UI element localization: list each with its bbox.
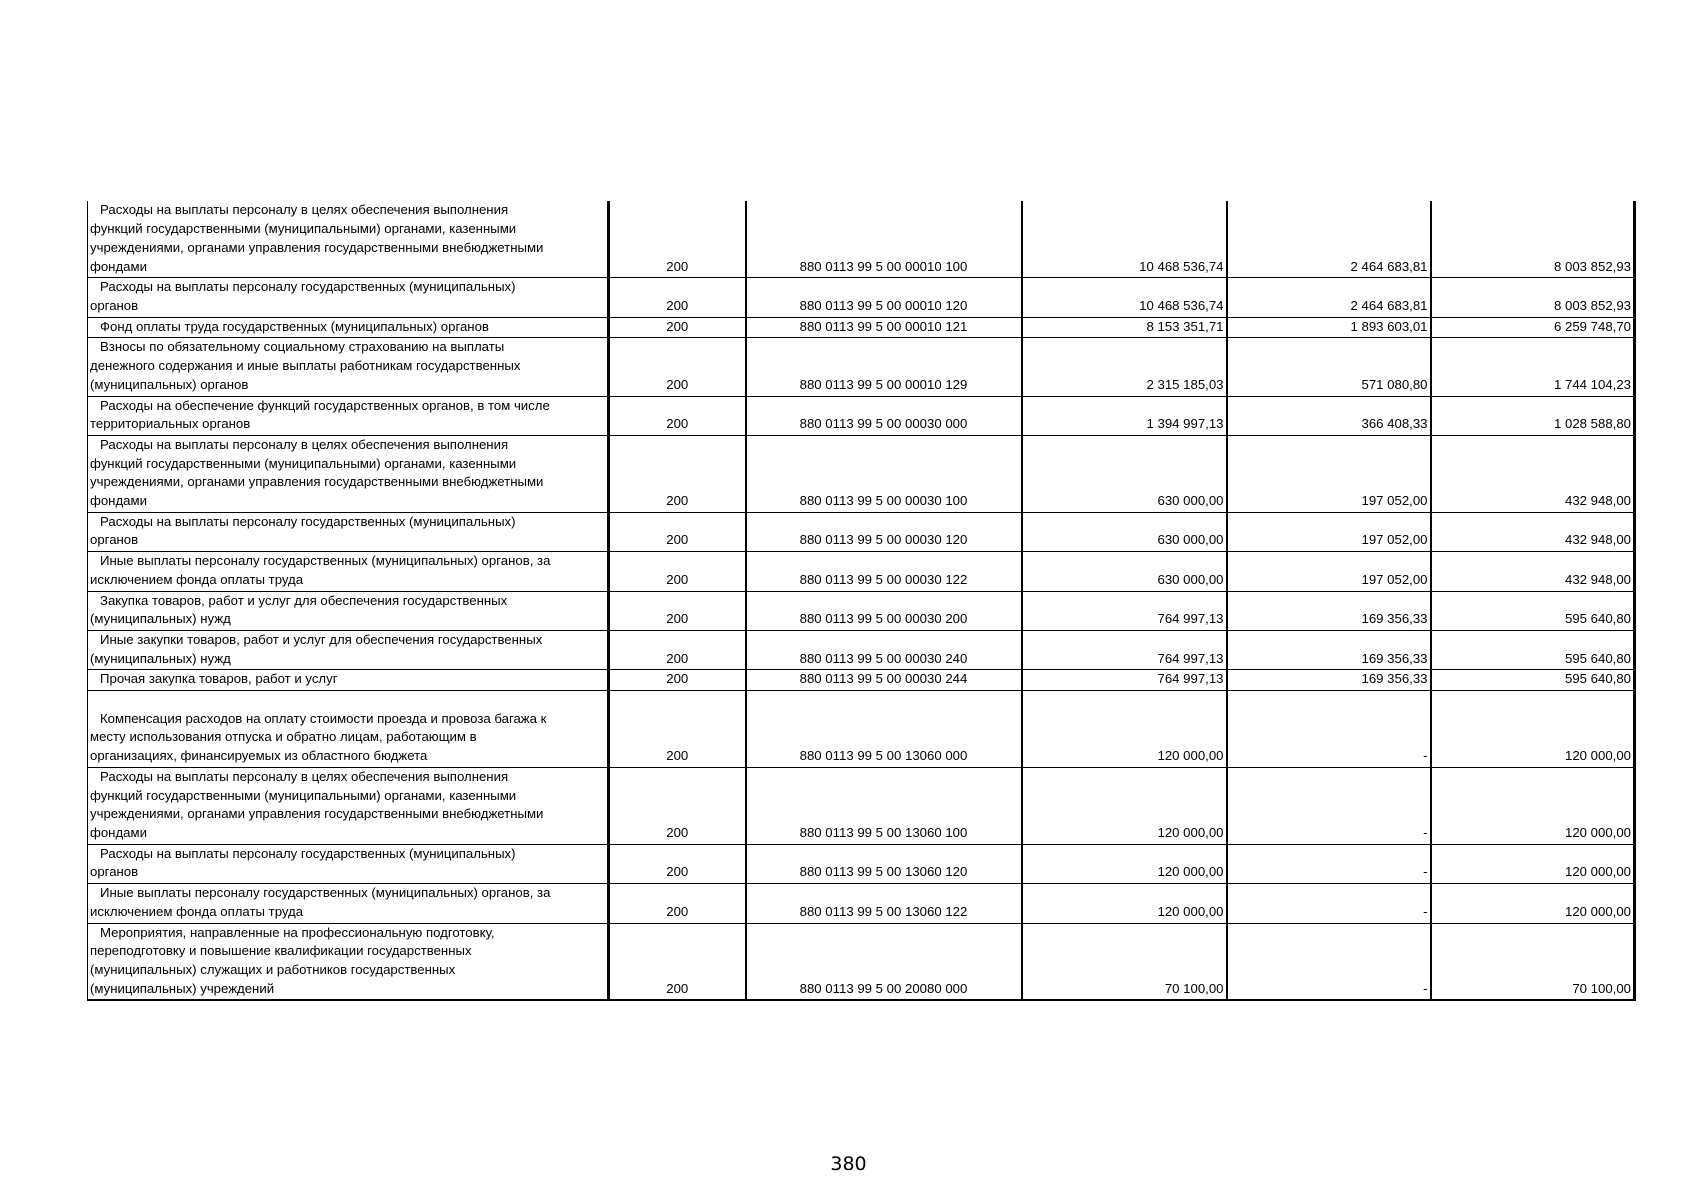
line-code-cell: 200 bbox=[609, 396, 746, 435]
expense-name-line: фондами bbox=[90, 824, 147, 840]
executed-amount-cell: 197 052,00 bbox=[1227, 552, 1431, 591]
line-code-cell: 200 bbox=[609, 591, 746, 630]
executed-amount-cell: 1 893 603,01 bbox=[1227, 317, 1431, 338]
approved-amount-cell: 764 997,13 bbox=[1022, 591, 1227, 630]
unexecuted-amount-cell: 595 640,80 bbox=[1431, 630, 1635, 669]
classification-code-cell: 880 0113 99 5 00 13060 120 bbox=[746, 844, 1022, 883]
expense-name-cell bbox=[88, 630, 609, 669]
classification-code-cell: 880 0113 99 5 00 00030 000 bbox=[746, 396, 1022, 435]
approved-amount-cell: 764 997,13 bbox=[1022, 670, 1227, 691]
unexecuted-amount-cell: 70 100,00 bbox=[1431, 923, 1635, 1000]
expense-name-cell bbox=[88, 201, 609, 278]
expense-name-line: Иные закупки товаров, работ и услуг для обеспечения государственных bbox=[100, 631, 543, 647]
expense-name-cell bbox=[88, 435, 609, 512]
approved-amount-cell: 630 000,00 bbox=[1022, 512, 1227, 551]
line-code-cell: 200 bbox=[609, 691, 746, 768]
classification-code-cell: 880 0113 99 5 00 00030 200 bbox=[746, 591, 1022, 630]
approved-amount-cell: 120 000,00 bbox=[1022, 767, 1227, 844]
table-row bbox=[88, 512, 1635, 551]
approved-amount-cell: 120 000,00 bbox=[1022, 884, 1227, 923]
unexecuted-amount-cell: 120 000,00 bbox=[1431, 844, 1635, 883]
classification-code-cell: 880 0113 99 5 00 00010 100 bbox=[746, 201, 1022, 278]
expense-name-line: Расходы на выплаты персоналу в целях обеспечения выполнения bbox=[100, 436, 509, 452]
expense-name-line: месту использования отпуска и обратно лицам, работающим в bbox=[90, 729, 477, 745]
line-code-cell: 200 bbox=[609, 844, 746, 883]
executed-amount-cell: 197 052,00 bbox=[1227, 435, 1431, 512]
classification-code-cell: 880 0113 99 5 00 00030 120 bbox=[746, 512, 1022, 551]
expense-name-cell bbox=[88, 691, 609, 768]
expense-name-line: функций государственными (муниципальными) органами, казенными bbox=[90, 787, 517, 803]
expense-name-line: учреждениями, органами управления государственными внебюджетными bbox=[90, 806, 544, 822]
expense-name-line: (муниципальных) нужд bbox=[90, 650, 231, 666]
unexecuted-amount-cell: 120 000,00 bbox=[1431, 767, 1635, 844]
executed-amount-cell: - bbox=[1227, 691, 1431, 768]
approved-amount-cell: 120 000,00 bbox=[1022, 691, 1227, 768]
expense-name-line: функций государственными (муниципальными) органами, казенными bbox=[90, 455, 517, 471]
executed-amount-cell: 366 408,33 bbox=[1227, 396, 1431, 435]
executed-amount-cell: 169 356,33 bbox=[1227, 630, 1431, 669]
classification-code-cell: 880 0113 99 5 00 00010 129 bbox=[746, 338, 1022, 396]
budget-expenditure-table bbox=[87, 201, 1636, 1001]
expense-name-line: фондами bbox=[90, 258, 147, 274]
approved-amount-cell: 10 468 536,74 bbox=[1022, 201, 1227, 278]
expense-name-cell bbox=[88, 552, 609, 591]
executed-amount-cell: 197 052,00 bbox=[1227, 512, 1431, 551]
expense-name-line: органов bbox=[90, 864, 139, 880]
expense-name-line: переподготовку и повышение квалификации государственных bbox=[90, 943, 472, 959]
unexecuted-amount-cell: 120 000,00 bbox=[1431, 691, 1635, 768]
classification-code-cell: 880 0113 99 5 00 20080 000 bbox=[746, 923, 1022, 1000]
expense-name-line: Расходы на выплаты персоналу в целях обеспечения выполнения bbox=[100, 768, 509, 784]
line-code-cell: 200 bbox=[609, 317, 746, 338]
expense-name-line: Взносы по обязательному социальному страхованию на выплаты bbox=[100, 339, 505, 355]
expense-name-line: органов bbox=[90, 532, 139, 548]
table-row bbox=[88, 630, 1635, 669]
executed-amount-cell: - bbox=[1227, 923, 1431, 1000]
expense-name-line: исключением фонда оплаты труда bbox=[90, 903, 304, 919]
approved-amount-cell: 8 153 351,71 bbox=[1022, 317, 1227, 338]
expense-name-line: Расходы на выплаты персоналу в целях обеспечения выполнения bbox=[100, 202, 509, 218]
table-row bbox=[88, 552, 1635, 591]
line-code-cell: 200 bbox=[609, 435, 746, 512]
approved-amount-cell: 1 394 997,13 bbox=[1022, 396, 1227, 435]
expense-name-line: Расходы на выплаты персоналу государственных (муниципальных) bbox=[100, 845, 516, 861]
expense-name-cell bbox=[88, 884, 609, 923]
table-row bbox=[88, 767, 1635, 844]
approved-amount-cell: 630 000,00 bbox=[1022, 552, 1227, 591]
expense-name-line: Иные выплаты персоналу государственных (муниципальных) органов, за bbox=[100, 885, 551, 901]
table-row bbox=[88, 338, 1635, 396]
expense-name-line: денежного содержания и иные выплаты работникам государственных bbox=[90, 358, 521, 374]
expense-name-line: (муниципальных) служащих и работников государственных bbox=[90, 961, 456, 977]
expense-name-cell bbox=[88, 923, 609, 1000]
classification-code-cell: 880 0113 99 5 00 00010 120 bbox=[746, 278, 1022, 317]
expense-name-line: Иные выплаты персоналу государственных (муниципальных) органов, за bbox=[100, 553, 551, 569]
expense-name-line: (муниципальных) нужд bbox=[90, 611, 231, 627]
expense-name-line: учреждениями, органами управления государственными внебюджетными bbox=[90, 474, 544, 490]
unexecuted-amount-cell: 1 744 104,23 bbox=[1431, 338, 1635, 396]
table-row bbox=[88, 923, 1635, 1000]
unexecuted-amount-cell: 8 003 852,93 bbox=[1431, 201, 1635, 278]
expense-name-line: Компенсация расходов на оплату стоимости проезда и провоза багажа к bbox=[100, 710, 547, 726]
approved-amount-cell: 764 997,13 bbox=[1022, 630, 1227, 669]
table-row bbox=[88, 670, 1635, 691]
expense-name-line: Расходы на обеспечение функций государственных органов, в том числе bbox=[100, 397, 550, 413]
classification-code-cell: 880 0113 99 5 00 00010 121 bbox=[746, 317, 1022, 338]
table-row bbox=[88, 201, 1635, 278]
expense-name-cell bbox=[88, 670, 609, 691]
executed-amount-cell: 571 080,80 bbox=[1227, 338, 1431, 396]
unexecuted-amount-cell: 1 028 588,80 bbox=[1431, 396, 1635, 435]
executed-amount-cell: - bbox=[1227, 884, 1431, 923]
classification-code-cell: 880 0113 99 5 00 00030 244 bbox=[746, 670, 1022, 691]
table-row bbox=[88, 691, 1635, 768]
classification-code-cell: 880 0113 99 5 00 13060 100 bbox=[746, 767, 1022, 844]
expense-name-cell bbox=[88, 767, 609, 844]
approved-amount-cell: 2 315 185,03 bbox=[1022, 338, 1227, 396]
line-code-cell: 200 bbox=[609, 201, 746, 278]
executed-amount-cell: 169 356,33 bbox=[1227, 670, 1431, 691]
unexecuted-amount-cell: 6 259 748,70 bbox=[1431, 317, 1635, 338]
expense-name-line: территориальных органов bbox=[90, 416, 251, 432]
expense-name-line: Расходы на выплаты персоналу государственных (муниципальных) bbox=[100, 513, 516, 529]
line-code-cell: 200 bbox=[609, 670, 746, 691]
line-code-cell: 200 bbox=[609, 767, 746, 844]
executed-amount-cell: 2 464 683,81 bbox=[1227, 201, 1431, 278]
expense-name-line: учреждениями, органами управления государственными внебюджетными bbox=[90, 239, 544, 255]
expense-name-line: (муниципальных) учреждений bbox=[90, 980, 275, 996]
line-code-cell: 200 bbox=[609, 630, 746, 669]
expense-name-line: исключением фонда оплаты труда bbox=[90, 571, 304, 587]
table-row bbox=[88, 884, 1635, 923]
table-body bbox=[88, 201, 1635, 1000]
expense-name-cell bbox=[88, 317, 609, 338]
table-row bbox=[88, 396, 1635, 435]
unexecuted-amount-cell: 595 640,80 bbox=[1431, 670, 1635, 691]
approved-amount-cell: 70 100,00 bbox=[1022, 923, 1227, 1000]
unexecuted-amount-cell: 432 948,00 bbox=[1431, 512, 1635, 551]
line-code-cell: 200 bbox=[609, 338, 746, 396]
page-number: 380 bbox=[830, 1153, 867, 1175]
line-code-cell: 200 bbox=[609, 278, 746, 317]
classification-code-cell: 880 0113 99 5 00 00030 240 bbox=[746, 630, 1022, 669]
approved-amount-cell: 10 468 536,74 bbox=[1022, 278, 1227, 317]
executed-amount-cell: - bbox=[1227, 844, 1431, 883]
expense-name-line: (муниципальных) органов bbox=[90, 376, 249, 392]
classification-code-cell: 880 0113 99 5 00 13060 122 bbox=[746, 884, 1022, 923]
expense-name-line: фондами bbox=[90, 493, 147, 509]
expense-name-cell bbox=[88, 844, 609, 883]
expense-name-line: органов bbox=[90, 298, 139, 313]
expense-name-line: Фонд оплаты труда государственных (муниципальных) органов bbox=[100, 318, 489, 334]
approved-amount-cell: 120 000,00 bbox=[1022, 844, 1227, 883]
expense-name-line: организациях, финансируемых из областного бюджета bbox=[90, 748, 428, 764]
unexecuted-amount-cell: 432 948,00 bbox=[1431, 435, 1635, 512]
table-row bbox=[88, 844, 1635, 883]
expense-name-cell bbox=[88, 591, 609, 630]
classification-code-cell: 880 0113 99 5 00 13060 000 bbox=[746, 691, 1022, 768]
classification-code-cell: 880 0113 99 5 00 00030 100 bbox=[746, 435, 1022, 512]
expense-name-line bbox=[90, 691, 605, 710]
classification-code-cell: 880 0113 99 5 00 00030 122 bbox=[746, 552, 1022, 591]
executed-amount-cell: 2 464 683,81 bbox=[1227, 278, 1431, 317]
unexecuted-amount-cell: 8 003 852,93 bbox=[1431, 278, 1635, 317]
table-row bbox=[88, 435, 1635, 512]
line-code-cell: 200 bbox=[609, 923, 746, 1000]
line-code-cell: 200 bbox=[609, 552, 746, 591]
unexecuted-amount-cell: 432 948,00 bbox=[1431, 552, 1635, 591]
line-code-cell: 200 bbox=[609, 884, 746, 923]
line-code-cell: 200 bbox=[609, 512, 746, 551]
unexecuted-amount-cell: 595 640,80 bbox=[1431, 591, 1635, 630]
expense-name-cell bbox=[88, 278, 609, 317]
unexecuted-amount-cell: 120 000,00 bbox=[1431, 884, 1635, 923]
executed-amount-cell: 169 356,33 bbox=[1227, 591, 1431, 630]
expense-name-line: Закупка товаров, работ и услуг для обеспечения государственных bbox=[100, 592, 508, 608]
expense-name-line: Расходы на выплаты персоналу государственных (муниципальных) bbox=[100, 279, 516, 295]
expense-name-cell bbox=[88, 512, 609, 551]
table-row bbox=[88, 317, 1635, 338]
executed-amount-cell: - bbox=[1227, 767, 1431, 844]
expense-name-line: Прочая закупка товаров, работ и услуг bbox=[100, 671, 338, 687]
expense-name-cell bbox=[88, 396, 609, 435]
expense-name-line: функций государственными (муниципальными) органами, казенными bbox=[90, 221, 517, 237]
expense-name-cell bbox=[88, 338, 609, 396]
table-row bbox=[88, 591, 1635, 630]
approved-amount-cell: 630 000,00 bbox=[1022, 435, 1227, 512]
table-row bbox=[88, 278, 1635, 317]
expense-name-line: Мероприятия, направленные на профессиональную подготовку, bbox=[100, 924, 495, 940]
